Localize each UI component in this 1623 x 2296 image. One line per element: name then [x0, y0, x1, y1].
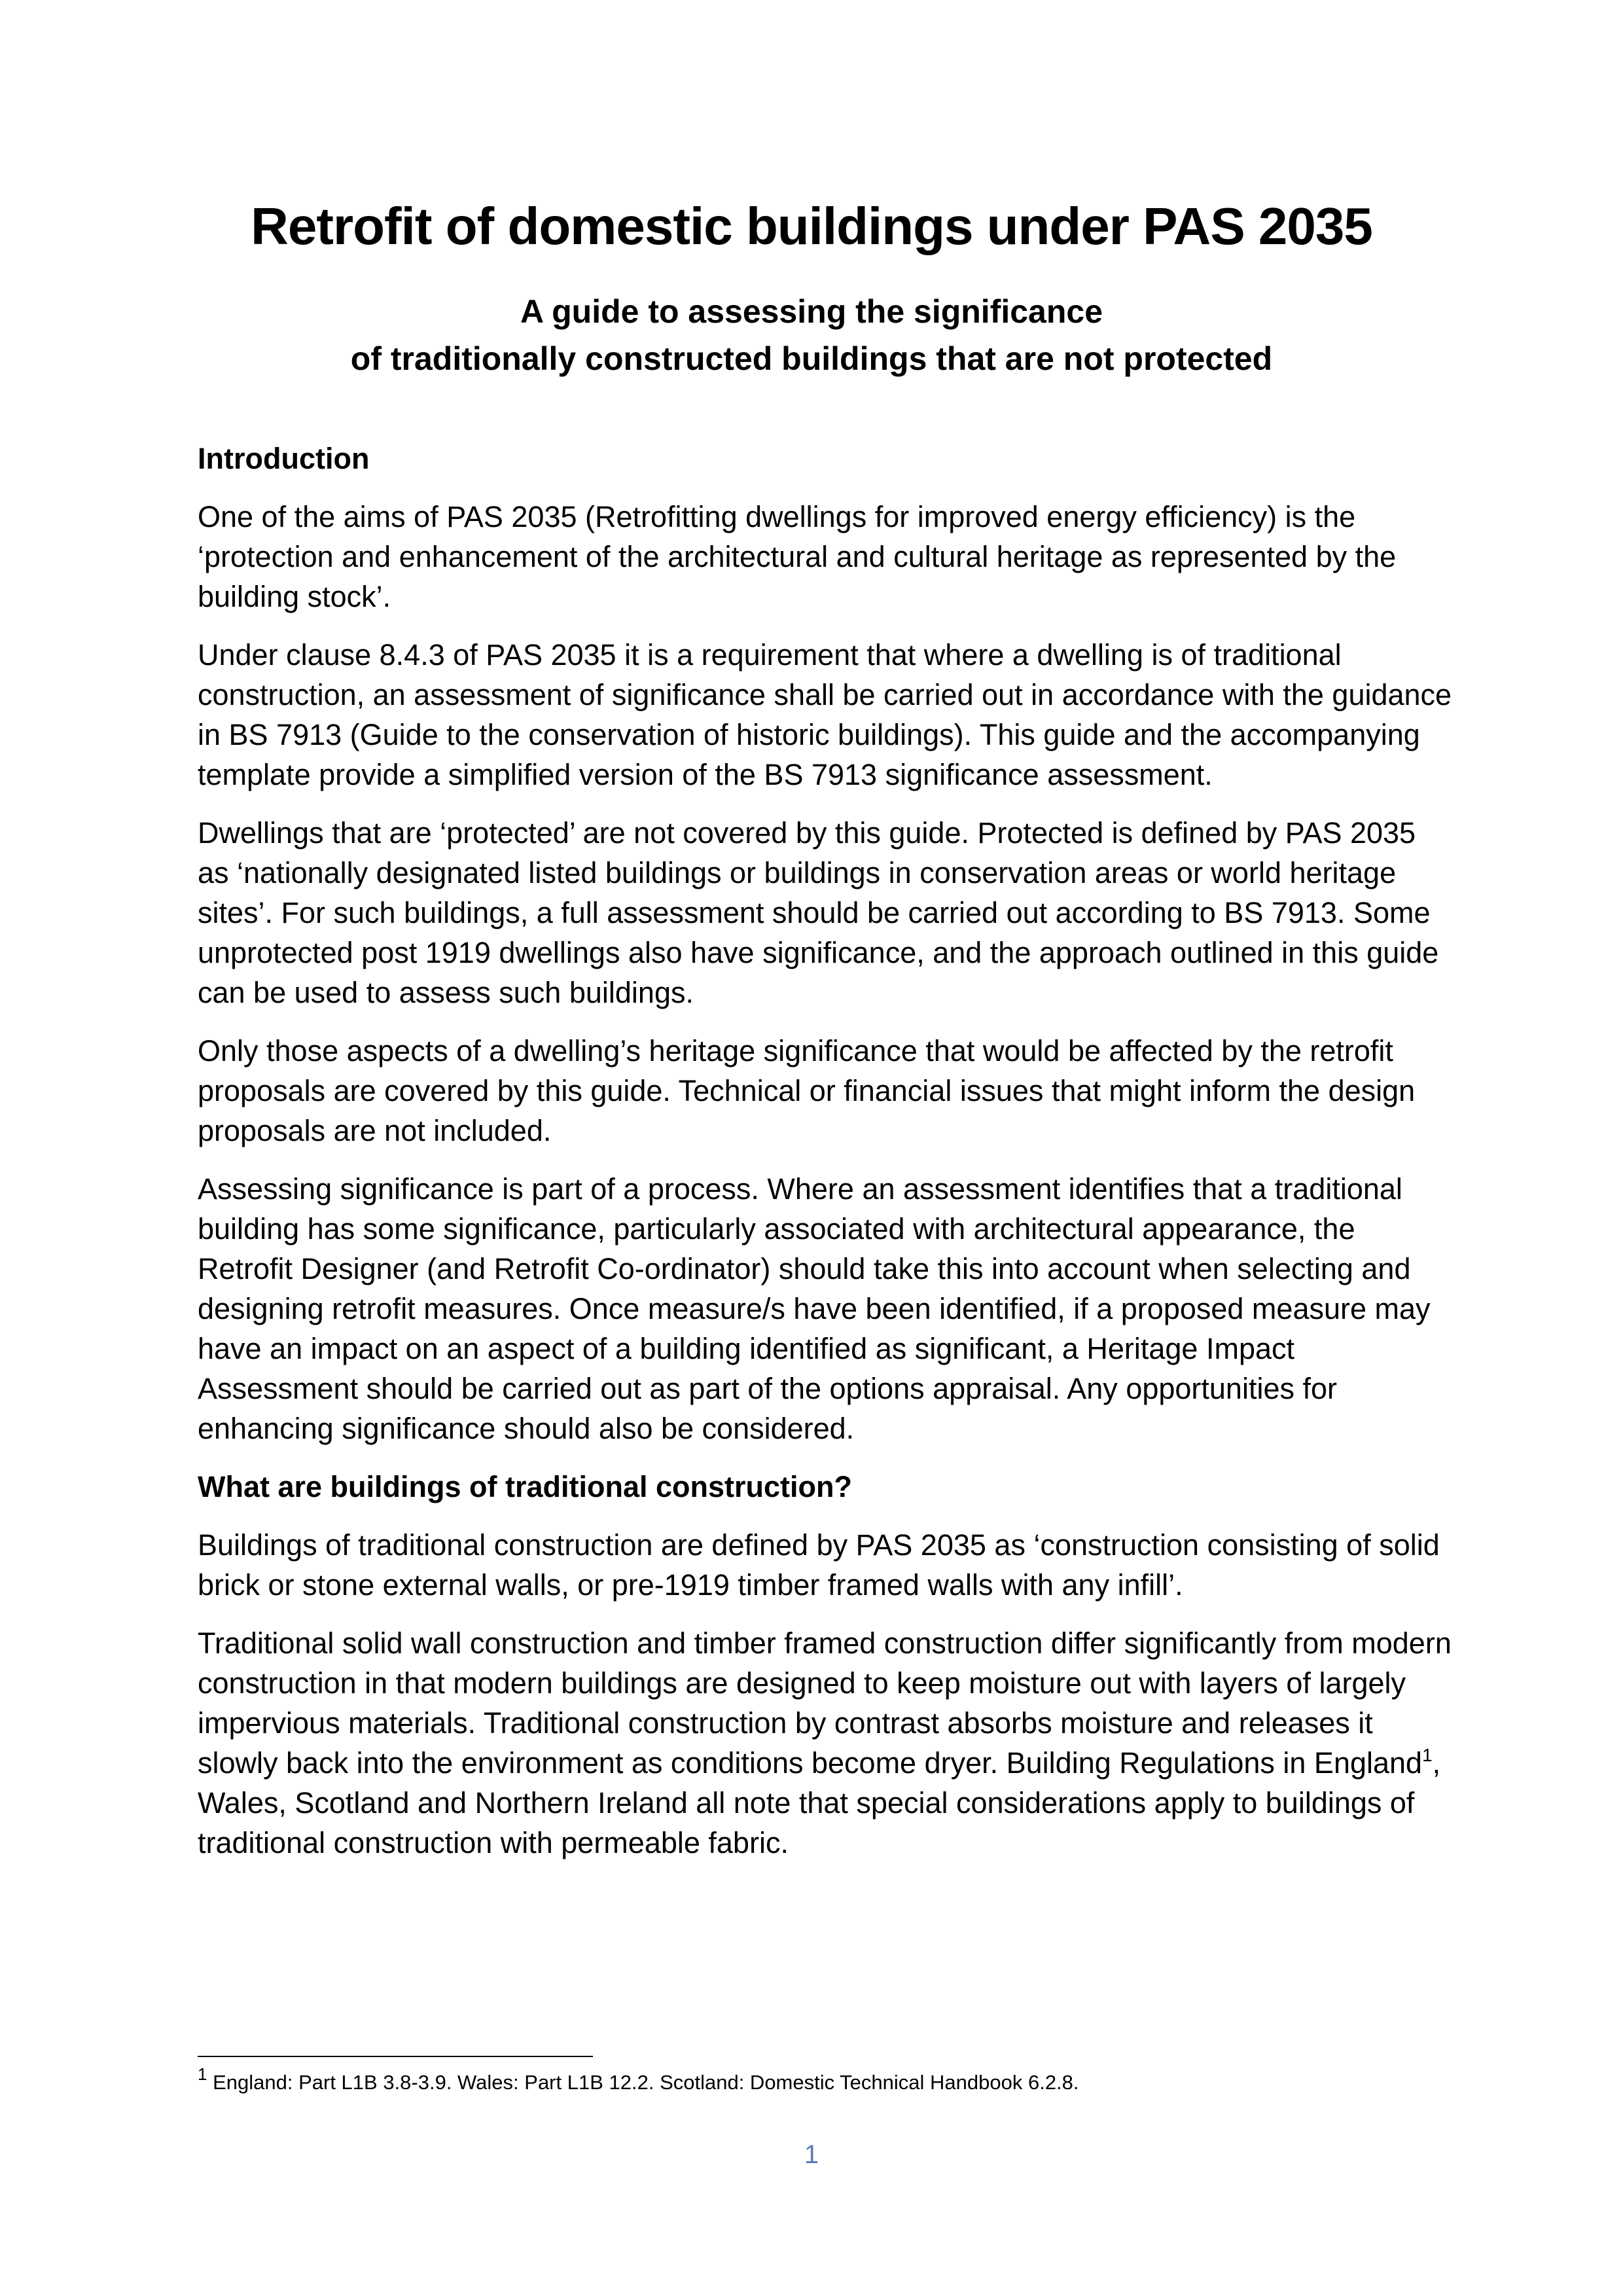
- document-body: [198, 439, 1454, 1881]
- traditional-paragraph-2: [198, 1623, 1454, 1863]
- traditional-construction-heading: What are buildings of traditional construction?: [198, 1470, 852, 1503]
- subtitle-line-1: A guide to assessing the significance: [520, 293, 1103, 330]
- document-title: Retrofit of domestic buildings under PAS 2035: [251, 197, 1372, 255]
- intro-paragraph-2: Under clause 8.4.3 of PAS 2035 it is a requirement that where a dwelling is of traditional construction, an assessment of significance shall be carried out in accordance with the guidance in BS 7913 (Guide to the conservation of historic buildings). This guide and the accompanying template provide a simplified version of the BS 7913 significance assessment.: [198, 638, 1452, 791]
- footnote-marker: 1: [198, 2064, 207, 2084]
- intro-paragraph-1: One of the aims of PAS 2035 (Retrofitting dwellings for improved energy efficiency) is the ‘protection and enhancement of the architectural and cultural heritage as represented by the building stock’.: [198, 500, 1397, 613]
- traditional-paragraph-2-text: Traditional solid wall construction and timber framed construction differ significantly from modern construction in that modern buildings are designed to keep moisture out with layers of largely impervious materials. Traditional construction by contrast absorbs moisture and releases it slowly back into the environment as conditions become dryer. Building Regulations in England: [198, 1626, 1452, 1780]
- footnote-text: England: Part L1B 3.8-3.9. Wales: Part L1B 12.2. Scotland: Domestic Technical Handbook 6.2.8.: [213, 2071, 1079, 2094]
- intro-paragraph-4: Only those aspects of a dwelling’s heritage significance that would be affected by the retrofit proposals are covered by this guide. Technical or financial issues that might inform the design proposals are not included.: [198, 1034, 1416, 1147]
- introduction-heading: Introduction: [198, 442, 370, 475]
- footnote: [198, 2064, 1079, 2096]
- traditional-paragraph-1: Buildings of traditional construction are defined by PAS 2035 as ‘construction consisting of solid brick or stone external walls, or pre-1919 timber framed walls with any infill’.: [198, 1528, 1440, 1602]
- traditional-paragraph-2-text-end: , Wales, Scotland and Northern Ireland all note that special considerations apply to buildings of traditional construction with permeable fabric.: [198, 1746, 1441, 1859]
- document-subtitle: [0, 288, 1623, 382]
- footnote-separator: [198, 2056, 593, 2057]
- intro-paragraph-5: Assessing significance is part of a process. Where an assessment identifies that a traditional building has some significance, particularly associated with architectural appearance, the Retrofit Designer (and Retrofit Co-ordinator) should take this into account when selecting and designing retrofit measures. Once measure/s have been identified, if a proposed measure may have an impact on an aspect of a building identified as significant, a Heritage Impact Assessment should be carried out as part of the options appraisal. Any opportunities for enhancing significance should also be considered.: [198, 1172, 1431, 1445]
- page-number: 1: [804, 2140, 819, 2169]
- intro-paragraph-3: Dwellings that are ‘protected’ are not covered by this guide. Protected is defined by PAS 2035 as ‘nationally designated listed buildings or buildings in conservation areas or world heritage sites’. For such buildings, a full assessment should be carried out according to BS 7913. Some unprotected post 1919 dwellings also have significance, and the approach outlined in this guide can be used to assess such buildings.: [198, 816, 1439, 1009]
- subtitle-line-2: of traditionally constructed buildings that are not protected: [350, 340, 1273, 377]
- footnote-reference[interactable]: 1: [1422, 1745, 1433, 1765]
